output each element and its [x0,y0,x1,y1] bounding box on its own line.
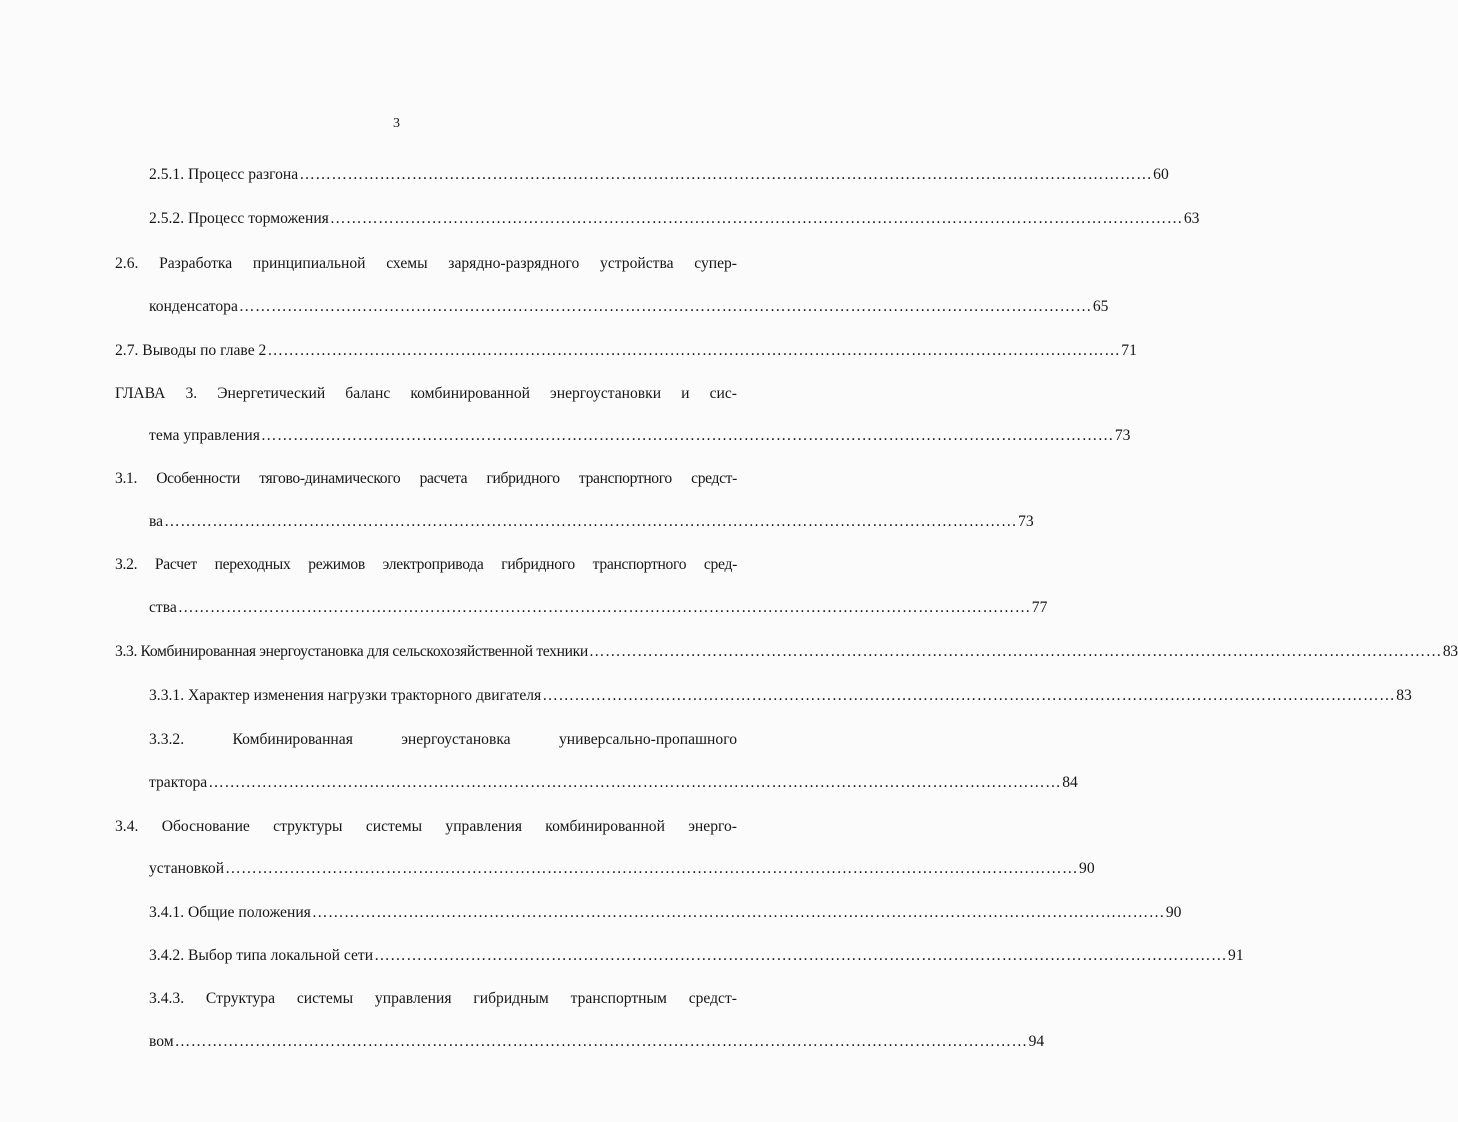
dot-leader: …………………………………………………………………………………………………………………………………………… [174,1033,1028,1050]
toc-page-number: 91 [1228,947,1244,964]
toc-entry-2-5-2 [149,207,1200,231]
toc-entry-3-4 [149,857,1095,881]
toc-entry-2-5-1 [149,163,1169,187]
toc-page-number: 60 [1153,166,1169,183]
dot-leader: …………………………………………………………………………………………………………………………………………… [208,774,1062,791]
toc-page-number: 90 [1079,860,1095,877]
toc-entry-chapter-3 [149,424,1131,448]
dot-leader: …………………………………………………………………………………………………………………………………………… [311,904,1165,921]
toc-page-number: 71 [1121,342,1137,359]
toc-entry-3-3-2 [149,771,1078,795]
toc-entry-2-6 [149,295,1109,319]
toc-entry-title: 3.4.2. Выбор типа локальной сети [149,947,374,964]
toc-entry-title: 3.3.1. Характер изменения нагрузки тракторного двигателя [149,687,542,704]
toc-page-number: 90 [1165,904,1182,921]
toc-page-number: 63 [1183,210,1200,227]
dot-leader: …………………………………………………………………………………………………………………………………………… [267,342,1121,359]
toc-entry-title: конденсатора [149,298,238,315]
toc-entry-3-4-2 [149,944,1244,968]
toc-entry-title: ства [149,599,177,616]
toc-page-number: 84 [1062,774,1078,791]
toc-entry-chapter-3-line1: ГЛАВА 3. Энергетический баланс комбинированной энергоустановки и сис- [115,385,737,402]
toc-entry-title: трактора [149,774,208,791]
toc-entry-3-1 [149,510,1034,534]
toc-page-number: 83 [1442,643,1458,660]
toc-entry-title: ва [149,513,164,530]
toc-page-number: 94 [1028,1033,1045,1050]
toc-entry-title: установкой [149,860,225,877]
toc-entry-3-1-line1: 3.1. Особенности тягово-динамического расчета гибридного транспортного средст- [115,470,737,487]
toc-page-number: 83 [1396,687,1412,704]
dot-leader: …………………………………………………………………………………………………………………………………………… [225,860,1079,877]
toc-entry-3-2 [149,596,1048,620]
dot-leader: …………………………………………………………………………………………………………………………………………… [164,513,1018,530]
dot-leader: …………………………………………………………………………………………………………………………………………… [374,947,1228,964]
toc-entry-3-2-line1: 3.2. Расчет переходных режимов электропривода гибридного транспортного сред- [115,556,737,573]
dot-leader: …………………………………………………………………………………………………………………………………………… [299,166,1153,183]
toc-entry-3-4-3 [149,1030,1045,1054]
dot-leader: …………………………………………………………………………………………………………………………………………… [238,298,1092,315]
dot-leader: …………………………………………………………………………………………………………………………………………… [329,210,1183,227]
toc-entry-3-3-1 [149,684,1412,708]
toc-entry-title: тема управления [149,427,260,444]
dot-leader: …………………………………………………………………………………………………………………………………………… [177,599,1031,616]
toc-entry-2-6-line1: 2.6. Разработка принципиальной схемы зарядно-разрядного устройства супер- [115,255,737,272]
toc-page-number: 73 [1114,427,1131,444]
toc-entry-title: вом [149,1033,174,1050]
toc-entry-3-3-2-line1: 3.3.2. Комбинированная энергоустановка универсально-пропашного [149,731,737,748]
toc-page-number: 77 [1031,599,1048,616]
toc-entry-2-7 [115,339,1137,363]
toc-page-number: 73 [1018,513,1034,530]
page-number: 3 [393,116,400,131]
toc-entry-title: 2.5.2. Процесс торможения [149,210,329,227]
toc-page-number: 65 [1092,298,1109,315]
toc-entry-3-4-1 [149,901,1182,925]
toc-entry-title: 3.4.1. Общие положения [149,904,311,921]
dot-leader: …………………………………………………………………………………………………………………………………………… [260,427,1114,444]
toc-entry-title: 3.3. Комбинированная энергоустановка для сельскохозяйственной техники [115,643,588,660]
dot-leader: …………………………………………………………………………………………………………………………………………… [588,643,1442,660]
toc-entry-3-3 [115,640,1458,664]
dot-leader: …………………………………………………………………………………………………………………………………………… [542,687,1396,704]
toc-entry-3-4-3-line1: 3.4.3. Структура системы управления гибридным транспортным средст- [149,990,737,1007]
toc-entry-title: 2.5.1. Процесс разгона [149,166,299,183]
toc-entry-3-4-line1: 3.4. Обоснование структуры системы управления комбинированной энерго- [115,818,737,835]
toc-entry-title: 2.7. Выводы по главе 2 [115,342,267,359]
